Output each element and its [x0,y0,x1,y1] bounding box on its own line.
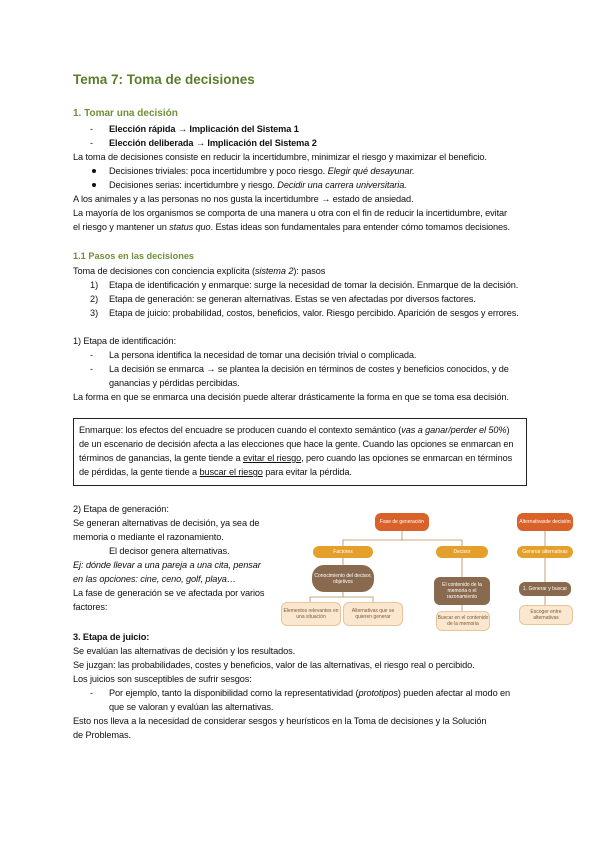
identificacion-heading: 1) Etapa de identificación: [73,336,177,346]
diagram-contenido-node: El contenido de la memoria o el razonamiento [434,577,490,605]
diagram-root-node: Fase de generación [375,513,429,531]
dash-bullet: - [90,124,94,134]
box-line: de pérdidas, la gente tiende a buscar el riesgo para evitar la pérdida. [79,467,352,477]
generacion-example: en las opciones: cine, ceno, golf, playa… [73,574,236,584]
diagram-escoger-node: Escoger entre alternativas [519,605,573,625]
juicio-text: Se evalúan las alternativas de decisión y los resultados. [73,646,296,656]
juicio-text: Los juicios son susceptibles de sufrir sesgos: [73,674,252,684]
diagram-factores-node: Factores [313,546,373,558]
generacion-heading: 2) Etapa de generación: [73,504,169,514]
paragraph: A los animales y a las personas no nos gusta la incertidumbre → estado de ansiedad. [73,194,414,204]
diagram-alternativas-node: Alternativas que se quieren generar [343,602,403,626]
diagram-elementos-node: Elementos relevantes en una situación [281,602,341,626]
paragraph: La toma de decisiones consiste en reducir la incertidumbre, minimizar el riesgo y maximizar el beneficio. [73,152,487,162]
paragraph: La mayoría de los organismos se comporta de una manera u otra con el fin de reducir la incertidumbre, evitar [73,208,508,218]
generacion-example: Ej: dónde llevar a una pareja a una cita, pensar [73,560,261,570]
step-generacion: Etapa de generación: se generan alternativas. Estas se ven afectadas por diversos factores. [109,294,476,304]
section-1-1-heading: 1.1 Pasos en las decisiones [73,251,195,261]
step-juicio: Etapa de juicio: probabilidad, costos, beneficios, valor. Riesgo percibido. Aparición de sesgos y errores. [109,308,519,318]
step-number: 2) [90,294,99,304]
diagram-decisor-node: Decisor [436,546,488,558]
diagram-generar-node: Generar alternativas [517,546,573,558]
box-line: términos de ganancias, la gente tiende a evitar el riesgo, pero cuando las opciones se enmarcan en términos [79,453,513,463]
paragraph: La forma en que se enmarca una decisión puede alterar drásticamente la forma en que se toma esa decisión. [73,392,509,402]
step-identificacion: Etapa de identificación y enmarque: surge la necesidad de tomar la decisión. Enmarque de la decisión. [109,280,519,290]
dash-bullet: - [90,688,94,698]
generacion-text: Se generan alternativas de decisión, ya sea de [73,518,260,528]
juicio-heading: 3. Etapa de juicio: [73,632,150,642]
section-1-heading: 1. Tomar una decisión [73,108,178,119]
juicio-item-cont: que se valoran y evalúan las alternativas. [109,702,274,712]
dash-bullet: - [90,364,94,374]
paragraph: de Problemas. [73,730,131,740]
item-eleccion-deliberada: Elección deliberada → Implicación del Sistema 2 [109,138,317,148]
bullet-decisiones-triviales: Decisiones triviales: poca incertidumbre y poco riesgo. Elegir qué desayunar. [109,166,415,176]
item-enmarca: La decisión se enmarca → se plantea la decisión en términos de costes y beneficios conocidos, y de [109,364,509,374]
juicio-text: Se juzgan: las probabilidades, costes y beneficios, valor de las alternativas, el riesgo real o percibido. [73,660,475,670]
step-number: 3) [90,308,99,318]
generacion-text: factores: [73,602,108,612]
diagram-buscar-node: 1. Generar y buscar [519,582,571,596]
item-identifica: La persona identifica la necesidad de tomar una decisión trivial o complicada. [109,350,417,360]
diagram-root-right-node: Alternativas de decisión [517,513,573,531]
juicio-item: Por ejemplo, tanto la disponibilidad como la representatividad (prototipos) pueden afectar al modo en [109,688,511,698]
box-line: de un escenario de decisión afecta a las elecciones que hace la gente. Cuando las opciones se enmarcan en [79,439,514,449]
item-eleccion-rapida: Elección rápida → Implicación del Sistema 1 [109,124,299,134]
step-number: 1) [90,280,99,290]
page-title: Tema 7: Toma de decisiones [73,72,255,87]
diagram-conocimiento-node: Conocimiento del decisor, objetivos [312,565,374,592]
paragraph: Esto nos lleva a la necesidad de considerar sesgos y heurísticos en la Toma de decisiones y la Solución [73,716,487,726]
item-enmarca-cont: ganancias y pérdidas percibidas. [109,378,240,388]
dash-bullet: - [90,350,94,360]
dash-bullet: - [90,138,94,148]
generacion-text: La fase de generación se ve afectada por varios [73,588,265,598]
diagram-memoria-node: Buscar en el contenido de la memoria [436,611,490,631]
generacion-text: El decisor genera alternativas. [109,546,230,556]
paragraph: el riesgo y mantener un status quo. Estas ideas son fundamentales para entender cómo tomamos decisiones. [73,222,511,232]
generacion-text: memoria o mediante el razonamiento. [73,532,224,542]
paragraph: Toma de decisiones con conciencia explícita (sistema 2): pasos [73,266,326,276]
bullet-decisiones-serias: Decisiones serias: incertidumbre y riesgo. Decidir una carrera universitaria. [109,180,407,190]
box-line: Enmarque: los efectos del encuadre se producen cuando el contexto semántico (vas a ganar/perder el 50%) [79,425,510,435]
